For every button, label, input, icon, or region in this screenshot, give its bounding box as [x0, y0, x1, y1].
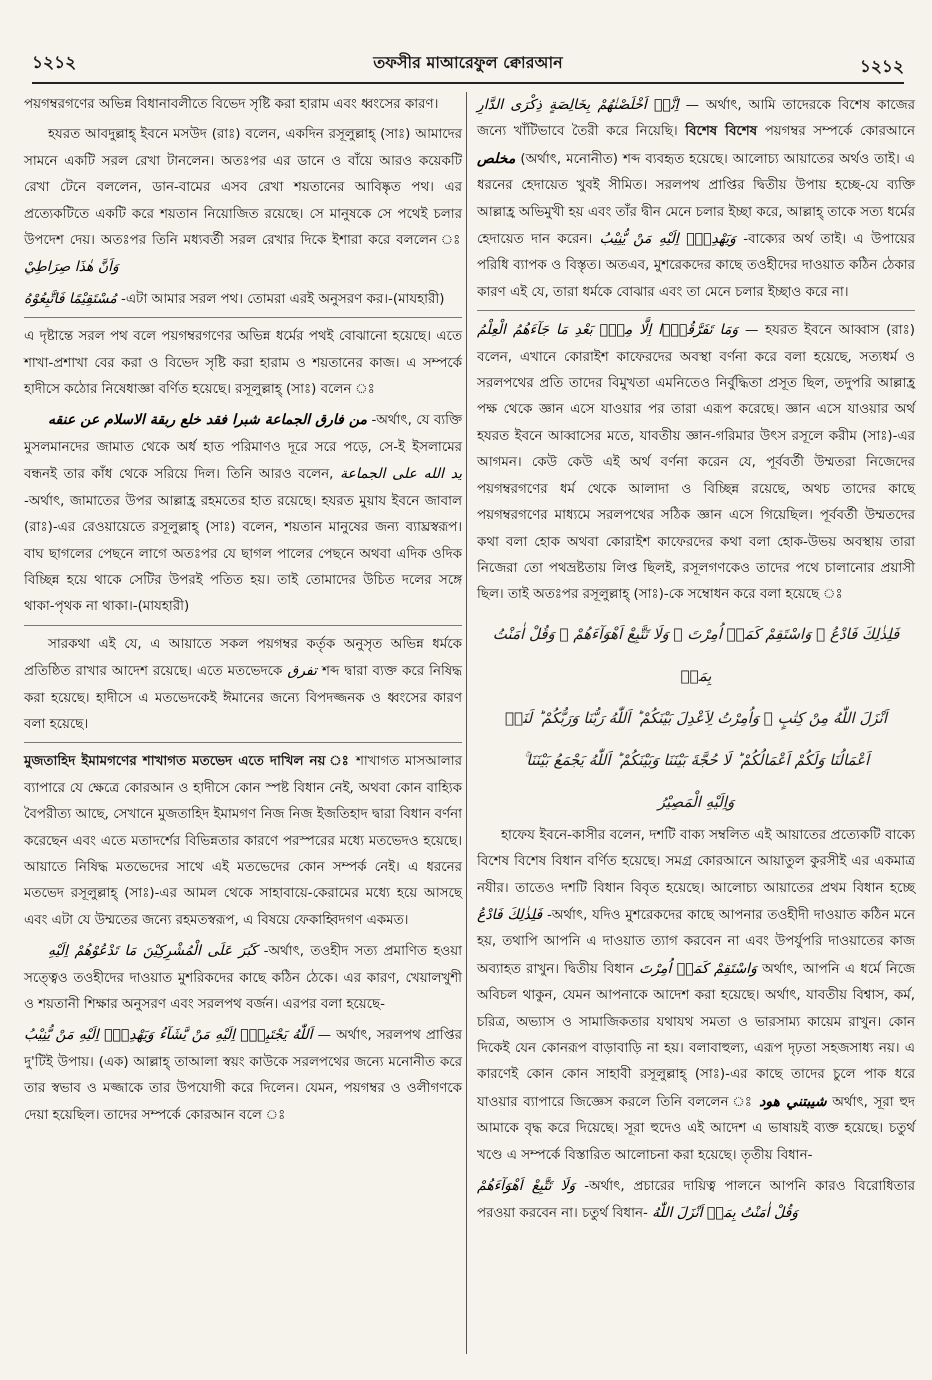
text: হযরত আবদুল্লাহ্ ইবনে মসউদ (রাঃ) বলেন, একদিন রসূলুল্লাহ্ (সাঃ) আমাদের সামনে একটি সরল রেখা টানলেন। অতঃপর এর ডানে ও বাঁয়ে আরও কয়েকটি রেখা টেনে বললেন, ডান-বামের এসব রেখা শয়তানের আবিষ্কৃত পথ। এর প্রত্যেকটিতে একটি করে শয়তান নিয়োজিত রয়েছে। সে মানুষকে সে পথেই চলার উপদেশ দেয়। অতঃপর তিনি মধ্যবর্তী সরল রেখার দিকে ইশারা করে বললেন ঃ — [24, 127, 462, 249]
text: অর্থাৎ, সূরা হুদ আমাকে বৃদ্ধ করে দিয়েছে। সূরা হুদেও এই আদেশ এ ভাষায়ই ব্যক্ত হয়েছে। চতুর্থ খণ্ডে এ সম্পর্কে বিস্তারিত আলোচনা করা হয়েছে। তৃতীয় বিধান- — [477, 1094, 915, 1163]
book-title: তফসীর মাআরেফুল ক্বোরআন — [373, 53, 563, 72]
text: -বাক্যের অর্থ তাই। এ উপায়ের পরিধি ব্যাপক ও বিস্তৃত। অতএব, মুশরেকদের কাছে তওহীদের দাওয়াত কঠিন ঠেকার কারণ এই যে, তারা ধর্মকে বোঝার এবং তা মেনে চলার ইচ্ছাও করে না। — [477, 232, 915, 300]
text: (অর্থাৎ, মনোনীত) শব্দ ব্যবহৃত হয়েছে। আলোচ্য আয়াতের অর্থও তাই। এ ধরনের হেদায়েত খুবই সীমিত। সরলপথ প্রাপ্তির দ্বিতীয় উপায় হচ্ছে-যে ব্যক্তি আল্লাহ্র অভিমুখী হয় এবং তাঁর দ্বীন মেনে চলার ইচ্ছা করে, আল্লাহ্ তাকে সত্য ধর্মের হেদায়েত দান করেন। — [477, 151, 915, 248]
text: -এটা আমার সরল পথ। তোমরা এরই অনুসরণ কর।-(মাযহারী) — [121, 291, 445, 307]
arabic-text: وَقُلْ اٰمَنْتُ بِمَاۤ اَنْزَلَ اللّٰهُ — [652, 1205, 799, 1222]
arabic-text: وَمَا تَفَرَّقُوْۤا اِلَّا مِنْۢ بَعْدِ مَا جَآءَهُمُ الْعِلْمُ — [477, 322, 739, 339]
page-header — [32, 48, 904, 78]
verse-line: وَاِلَيْهِ الْمَصِيْرُ — [657, 792, 735, 811]
paragraph — [24, 407, 462, 620]
verse-line: اَنْزَلَ اللّٰهُ مِنْ كِتٰبٍ ۚ وَاُمِرْتُ لِاَعْدِلَ بَيْنَكُمْ ؕ اَللّٰهُ رَبُّنَا وَرَبُّكُمْ ؕ لَنَاۤ — [504, 708, 887, 727]
text: শব্দ দ্বারা ব্যক্ত করে নিষিদ্ধ করা হয়েছে। হাদীসে এ মতভেদকেই ঈমানের জন্যে বিপদজ্জনক ও ধ্বংসের কারণ বলা হয়েছে। — [24, 664, 462, 732]
paragraph — [477, 823, 915, 1169]
text: -অর্থাৎ, যদিও মুশরেকদের কাছে আপনার তওহীদী দাওয়াত কঠিন মনে হয়, তথাপি আপনি এ দাওয়াত ত্যাগ করবেন না এবং উপর্যুপরি দাওয়াতের কাজ অব্যাহত রাখুন। দ্বিতীয় বিধান — [477, 907, 915, 977]
text: অর্থাৎ, আপনি এ ধর্মে নিজে অবিচল থাকুন, যেমন আপনাকে আদেশ করা হয়েছে। অর্থাৎ, যাবতীয় বিশ্বাস, কর্ম, চরিত্র, অভ্যাস ও সামাজিকতার যথাযথ সমতা ও ভারসাম্য কায়েম রাখুন। কোন দিকেই যেন কোনরূপ বাড়াবাড়ি না হয়। বলাবাহুল্য, এরূপ দৃঢ়তা সহজসাধ্য নয়। এ কারণেই কোন কোন সাহাবী রসূলুল্লাহ্ (সাঃ)-এর কাছে তাদের চুলে পাক ধরে যাওয়ার ব্যাপারে জিজ্ঞেস করলে তিনি বললেন ঃ — [477, 961, 915, 1110]
paragraph — [24, 92, 462, 118]
text: -অর্থাৎ, যে ব্যক্তি মুসলমানদের জামাত থেকে অর্ধ হাত পরিমাণও দূরে সরে পড়ে, সে-ই ইসলামের বন্ধনই তার কাঁধ থেকে সরিয়ে দিল। তিনি আরও বলেন, — [24, 413, 463, 483]
paragraph — [24, 632, 462, 739]
page-number-left: ১২১২ — [32, 53, 77, 73]
paragraph — [24, 938, 462, 1018]
column-divider — [466, 92, 467, 1354]
arabic-text: وَلَا تَتَّبِعْ اَهْوَآءَهُمْ — [477, 1178, 576, 1194]
text: -অর্থাৎ, প্রচারের দায়িত্ব পালনে আপনি কারও বিরোধিতার পরওয়া করবেন না। চতুর্থ বিধান- — [477, 1179, 915, 1222]
arabic-text: من فارق الجماعة شبرا فقد خلع ربقة الاسلام عن عنقه — [48, 412, 367, 429]
arabic-text: وَاَنَّ هٰذَا صِرَاطِيْ — [24, 259, 119, 276]
paragraph — [24, 749, 462, 934]
arabic-text: اَللّٰهُ يَجْتَبِيْۤ اِلَيْهِ مَنْ يَّشَآءُ وَيَهْدِيْۤ اِلَيْهِ مَنْ يُّنِيْبُ — [24, 1027, 313, 1044]
verse-line: اَعْمَالُنَا وَلَكُمْ اَعْمَالُكُمْ ؕ لَا حُجَّةَ بَيْنَنَا وَبَيْنَكُمْ ؕ اَللّٰهُ يَجْمَعُ بَيْنَنَا ۚ — [522, 750, 870, 769]
arabic-text: شيبتني هود — [759, 1093, 827, 1110]
text: — অর্থাৎ, সরলপথ প্রাপ্তির দু'টিই উপায়। (এক) আল্লাহ্ তাআলা স্বয়ং কাউকে সরলপথের জন্যে মনোনীত করে তার স্বভাব ও মজ্জাকে তার উপযোগী করে দিলেন। যেমন, পয়গম্বর ও ওলীগণকে দেয়া হয়েছিল। তাদের সম্পর্কে কোরআন বলে ঃ — [24, 1028, 462, 1123]
text: সারকথা এই যে, এ আয়াতে সকল পয়গম্বর কর্তৃক অনুসৃত অভিন্ন ধর্মকে প্রতিষ্ঠিত রাখার আদেশ রয়েছে। এতে মতভেদকে — [24, 636, 462, 680]
section — [24, 625, 462, 739]
page-number-right: ১২১২ — [859, 57, 904, 77]
section — [477, 310, 915, 1228]
arabic-text: مُسْتَقِيْمًا فَاتَّبِعُوْهُ — [24, 290, 117, 307]
section — [24, 317, 462, 620]
arabic-text: كَبُرَ عَلَى الْمُشْرِكِيْنَ مَا تَدْعُوْهُمْ اِلَيْهِ — [48, 943, 258, 960]
text: বিশেষ বিশেষ — [685, 124, 758, 140]
arabic-text: وَيَهْدِيْۤ اِلَيْهِ مَنْ يُّنِيْبُ — [599, 231, 736, 248]
text: পয়গম্বর সম্পর্কে কোরআনে — [764, 124, 915, 140]
verse-block — [477, 613, 915, 823]
paragraph — [477, 317, 915, 608]
arabic-text: فَلِذٰلِكَ فَادْعُ — [477, 906, 543, 923]
section-heading: মুজতাহিদ ইমামগণের শাখাগত মতভেদ এতে দাখিল নয় ঃ — [24, 754, 351, 770]
text: — অর্থাৎ, আমি তাদেরকে বিশেষ কাজের জন্যে খাঁটিভাবে তৈরী করে নিয়েছি। — [477, 98, 915, 140]
text: পয়গম্বরগণের অভিন্ন বিধানাবলীতে বিভেদ সৃষ্টি করা হারাম এবং ধ্বংসের কারণ। — [24, 97, 439, 112]
text: -অর্থাৎ, জামাতের উপর আল্লাহ্র রহমতের হাত রয়েছে। হযরত মুয়ায ইবনে জাবাল (রাঃ)-এর রেওয়ায়েতে রসূলুল্লাহ্ (সাঃ) বলেন, শয়তান মানুষের জন্য ব্যাঘ্রস্বরূপ। বাঘ ছাগলের পেছনে লাগে অতঃপর যে ছাগল পালের পেছনে অথবা এদিক ওদিক বিচ্ছিন্ন হয়ে থাকে সেটির উপরই পতিত হয়। তাই তোমাদের উচিত দলের সঙ্গে থাকা-পৃথক না থাকা।-(মাযহারী) — [24, 493, 462, 615]
arabic-text: مخلص — [477, 150, 516, 167]
arabic-text: يد الله على الجماعة — [339, 466, 462, 483]
text: শাখাগত মাসআলার ব্যাপারে যে ক্ষেত্রে কোরআন ও হাদীসে কোন স্পষ্ট বিধান নেই, অথবা কোন বাহ্যিক বৈপরীত্য আছে, সেখানে মুজতাহিদ ইমামগণ নিজ নিজ ইজতিহাদ দ্বারা বিধান বর্ণনা করেছেন এবং এতে মতাদর্শের বিভিন্নতার কারণে পরস্পরের মধ্যে মতভেদও হয়েছে। আয়াতে নিষিদ্ধ মতভেদের সাথে এই মতভেদের কোন সম্পর্ক নেই। এ ধরনের মতভেদ রসূলুল্লাহ্ (সাঃ)-এর আমল থেকে সাহাবায়ে-কেরামের মধ্যে হয়ে আসছে এবং এটা যে উম্মতের জন্যে রহমতস্বরূপ, এ বিষয়ে ফেকাহ্বিদগণ একমত। — [24, 754, 462, 928]
paragraph — [477, 1173, 915, 1228]
paragraph — [477, 92, 915, 306]
arabic-text: تفرق — [287, 663, 317, 680]
right-column — [477, 92, 915, 1232]
arabic-text: اِنَّاۤ اَخْلَصْنٰهُمْ بِخَالِصَةٍ ذِكْرَى الدَّارِ — [477, 97, 679, 113]
paragraph — [24, 122, 462, 281]
arabic-text: وَاسْتَقِمْ كَمَاۤ اُمِرْتَ — [639, 960, 757, 977]
section — [24, 742, 462, 1129]
text: হাফেয ইবনে-কাসীর বলেন, দশটি বাক্য সম্বলিত এই আয়াতের প্রত্যেকটি বাক্যে বিশেষ বিশেষ বিধান বর্ণিত হয়েছে। সমগ্র কোরআনে আয়াতুল কুরসীই এর একমাত্র নযীর। তাতেও দশটি বিধান বিবৃত হয়েছে। আলোচ্য আয়াতের প্রথম বিধান হচ্ছে — [477, 827, 915, 896]
paragraph — [24, 286, 462, 313]
left-column — [24, 92, 462, 1133]
text: — হযরত ইবনে আব্বাস (রাঃ) বলেন, এখানে কোরাইশ কাফেরদের অবস্থা বর্ণনা করে বলা হয়েছে, সত্যধর্ম ও সরলপথের প্রতি তাদের বিমুখতা এমনিতেও নির্বুদ্ধিতা প্রসূত ছিল, তদুপরি আল্লাহ্র পক্ষ থেকে জ্ঞান এসে যাওয়ার পর তারা এরূপ করেছে। জ্ঞান এসে যাওয়ার অর্থ হযরত ইবনে আব্বাসের মতে, যাবতীয় জ্ঞান-গরিমার উৎস রসূলে করীম (সাঃ)-এর আগমন। কেউ কেউ এই অর্থ বর্ণনা করেন যে, পূর্ববর্তী উম্মতরা নিজেদের পয়গম্বরগণের ধর্ম থেকে আলাদা ও বিচ্ছিন্ন রয়েছে, অথচ তাদের কাছে পয়গম্বরগণের মাধ্যমে সরলপথের সঠিক জ্ঞান এসে গিয়েছিল। পূর্ববর্তী উম্মতদের কথা বলা হোক অথবা কোরাইশ কাফেরদের কথা বলা হোক-উভয় অবস্থায় তারা নিজেরা তো পথভ্রষ্টতায় লিপ্ত ছিলই, রসূলগণকেও তাদের পথে চালানোর প্রয়াসী ছিল। তাই অতঃপর রসূলুল্লাহ্ (সাঃ)-কে সম্বোধন করে বলা হয়েছে ঃ — [477, 323, 916, 603]
header-rule — [32, 82, 904, 84]
text: -অর্থাৎ, তওহীদ সত্য প্রমাণিত হওয়া সত্ত্বেও তওহীদের দাওয়াত মুশরিকদের কাছে কঠিন ঠেকে। এর কারণ, খেয়ালখুশী ও শয়তানী শিক্ষার অনুসরণ এবং সরলপথ বর্জন। এরপর বলা হয়েছে- — [24, 944, 462, 1012]
verse-line: فَلِذٰلِكَ فَادْعُ ۚ وَاسْتَقِمْ كَمَاۤ اُمِرْتَ ۚ وَلَا تَتَّبِعْ اَهْوَآءَهُمْ ۚ وَقُلْ اٰمَنْتُ بِمَاۤ — [492, 624, 900, 685]
paragraph — [24, 324, 462, 403]
text: এ দৃষ্টান্তে সরল পথ বলে পয়গম্বরগণের অভিন্ন ধর্মের পথই বোঝানো হয়েছে। এতে শাখা-প্রশাখা বের করা ও বিভেদ সৃষ্টি করা হারাম ও শয়তানের কাজ। এ সম্পর্কে হাদীসে কঠোর নিষেধাজ্ঞা বর্ণিত হয়েছে। রসূলুল্লাহ্ (সাঃ) বলেন ঃ — [24, 329, 462, 398]
paragraph — [24, 1022, 462, 1129]
